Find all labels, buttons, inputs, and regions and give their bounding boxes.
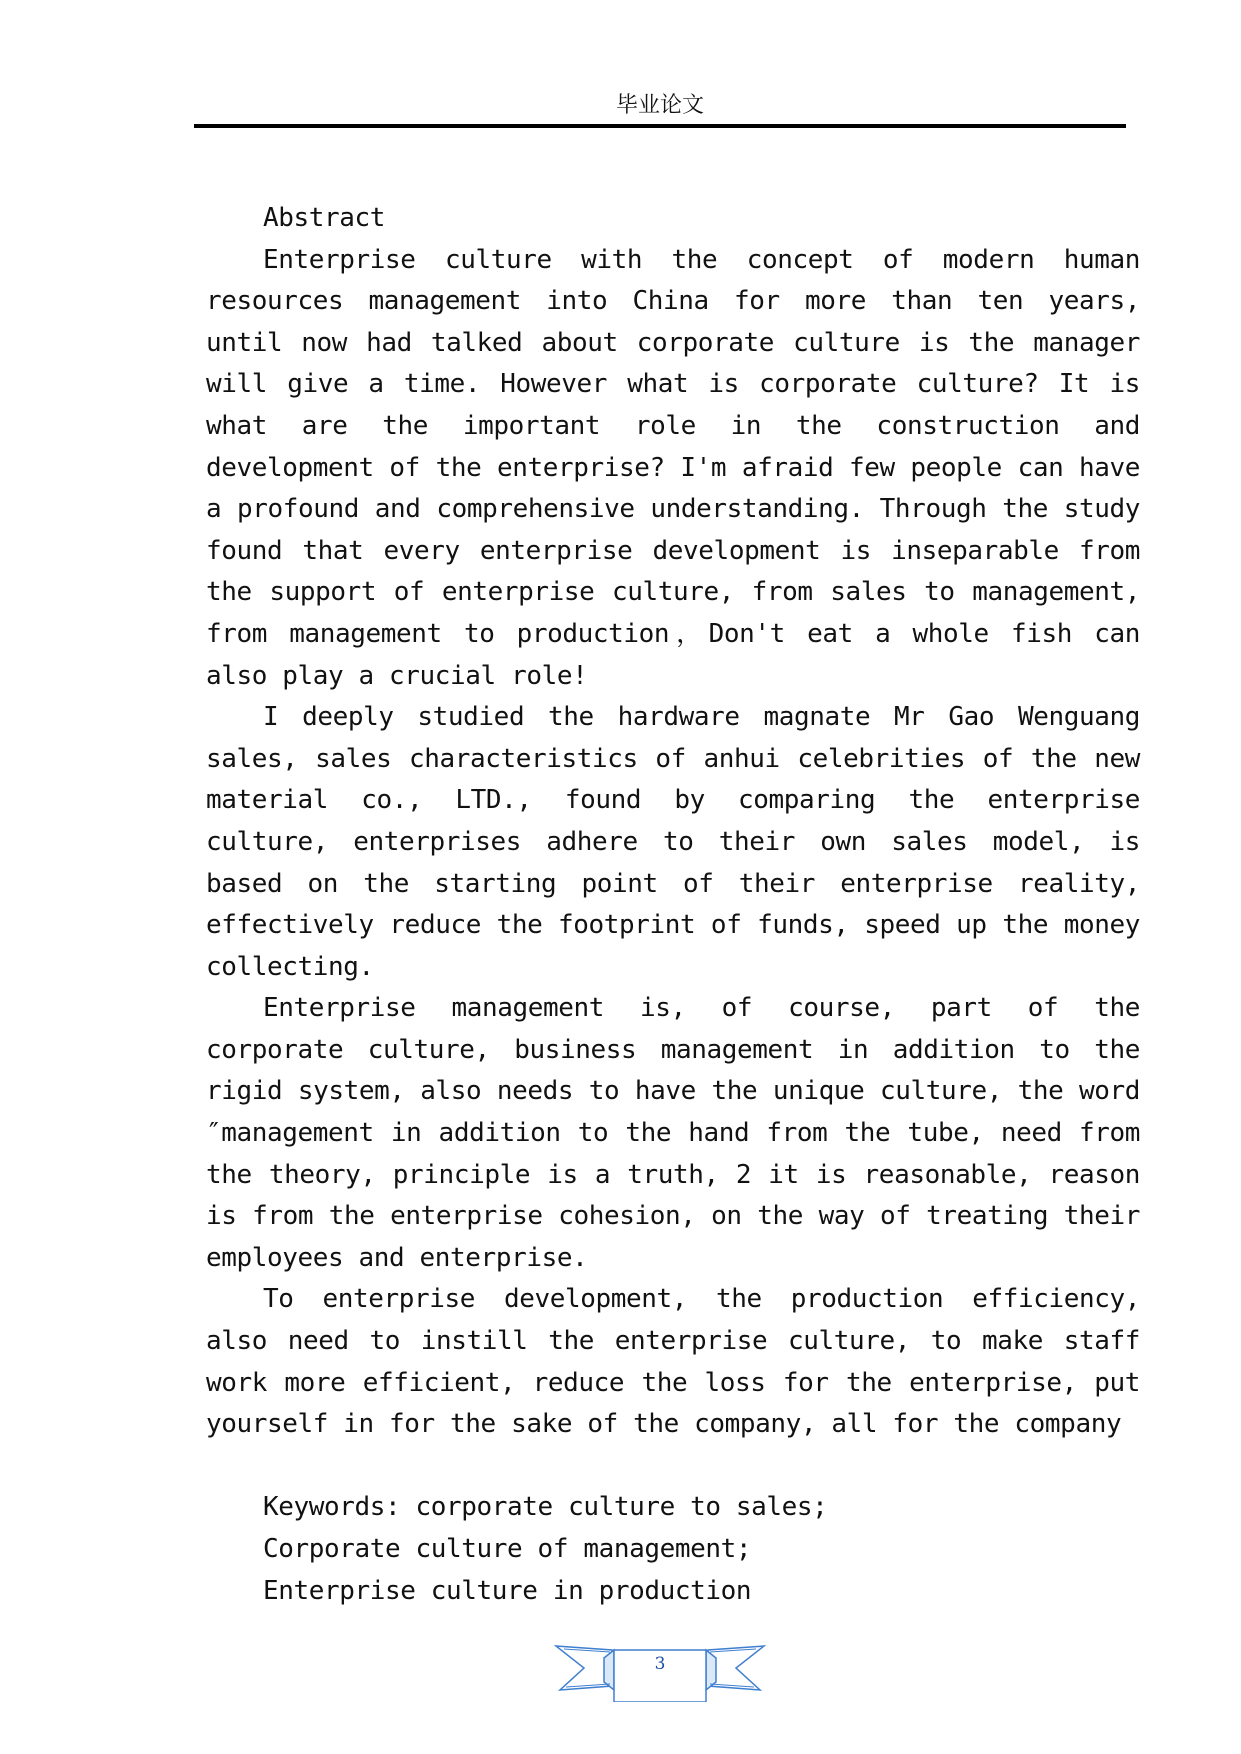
abstract-paragraph-3: Enterprise management is, of course, part of the corporate culture, business management in addition to the rigid system, also needs to have the unique culture, the word ″management in addition to the hand from the tube, need from the theory, principle is a truth, 2 it is reasonable, reason is from the enterprise cohesion, on the way of treating their employees and enterprise.: [206, 993, 1140, 1273]
keywords-line-1: Keywords: corporate culture to sales;: [263, 1492, 828, 1523]
header-rule: [194, 124, 1126, 128]
abstract-heading: Abstract: [263, 203, 386, 233]
page-number-badge: [554, 1636, 766, 1702]
keywords-line-3: Enterprise culture in production: [263, 1575, 752, 1606]
header-title: 毕业论文: [615, 93, 704, 118]
abstract-paragraph-1: Enterprise culture with the concept of modern human resources management into China for more than ten years, until now had talked about corporate culture is the manager will give a time. However what is corporate culture? It is what are the important role in the construction and development of the enterprise? I'm afraid few people can have a profound and comprehensive understanding. Through the study found that every enterprise development is inseparable from the support of enterprise culture, from sales to management, from management to production，Don't eat a whole fish can also play a crucial role!: [206, 244, 1140, 691]
abstract-paragraph-4: To enterprise development, the production efficiency, also need to instill the enterprise culture, to make staff work more efficient, reduce the loss for the enterprise, put yourself in for the sake of the company, all for the company: [206, 1284, 1140, 1440]
document-body: [206, 198, 1140, 1612]
page-number: 3: [654, 1654, 666, 1674]
keywords-section: [206, 1487, 1140, 1612]
page-header: [194, 86, 1126, 126]
keywords-line-2: Corporate culture of management;: [263, 1534, 752, 1564]
abstract-paragraph-2: I deeply studied the hardware magnate Mr Gao Wenguang sales, sales characteristics of anhui celebrities of the new material co., LTD., found by comparing the enterprise culture, enterprises adhere to their own sales model, is based on the starting point of their enterprise reality, effectively reduce the footprint of funds, speed up the money collecting.: [206, 702, 1140, 982]
